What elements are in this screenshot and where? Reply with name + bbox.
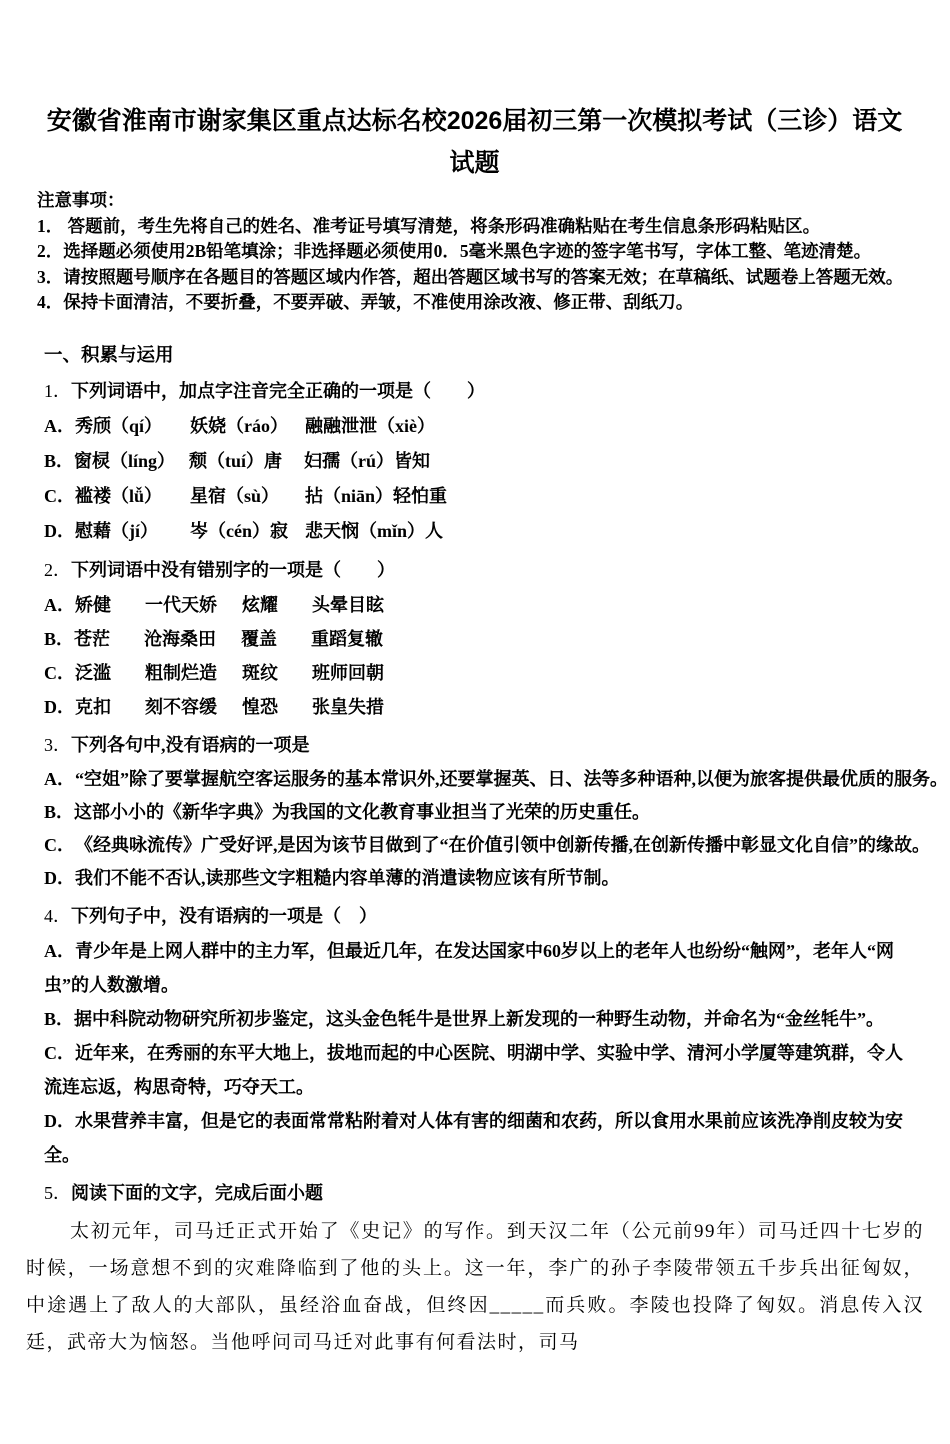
option-text: 青少年是上网人群中的主力军，但最近几年，在发达国家中60岁以上的老年人也纷纷“触网”，老年人“网虫”的人数激增。	[44, 940, 894, 995]
option-a	[44, 409, 905, 444]
option-part: 秀颀（qí）	[75, 415, 163, 436]
question-5	[26, 1180, 924, 1361]
option-part: 张皇失措	[312, 696, 384, 717]
option-part: 悲天悯（mǐn）人	[305, 520, 444, 541]
option-label: B．	[44, 801, 75, 822]
option-label: B．	[44, 450, 75, 471]
option-part: 岑（cén）寂	[190, 520, 288, 541]
option-part: 班师回朝	[312, 662, 384, 683]
question-4	[44, 903, 905, 1172]
option-text: 《经典咏流传》广受好评,是因为该节目做到了“在价值引领中创新传播,在创新传播中彰显文化自信”的缘故。	[75, 834, 930, 855]
option-a	[44, 934, 905, 1002]
option-text: 这部小小的《新华字典》为我国的文化教育事业担当了光荣的历史重任。	[74, 801, 651, 822]
option-part: 一代天娇	[145, 594, 217, 615]
question-number: 3．	[44, 734, 71, 755]
option-part: 斑纹	[242, 662, 278, 683]
option-part: 慰藉（jí）	[75, 520, 158, 541]
option-part: 矫健	[75, 594, 111, 615]
question-4-options	[44, 934, 905, 1172]
option-part: 颓（tuí）唐	[189, 450, 283, 471]
option-label: C．	[44, 485, 75, 506]
option-label: D．	[44, 867, 75, 888]
notice-item-4: 4．保持卡面清洁，不要折叠，不要弄破、弄皱，不准使用涂改液、修正带、刮纸刀。	[37, 292, 694, 312]
option-label: D．	[44, 1110, 75, 1131]
option-part: 克扣	[75, 696, 111, 717]
question-number: 5．	[44, 1182, 71, 1203]
page-title: 安徽省淮南市谢家集区重点达标名校2026届初三第一次模拟考试（三诊）语文试题	[46, 107, 903, 177]
option-part: 泛滥	[75, 662, 111, 683]
option-part: 刻不容缓	[145, 696, 217, 717]
question-number: 1．	[44, 380, 71, 401]
question-1-stem	[44, 378, 905, 405]
option-part: 妖娆（ráo）	[190, 415, 288, 436]
option-label: D．	[44, 696, 75, 717]
question-number: 4．	[44, 905, 71, 926]
question-2	[44, 557, 905, 724]
question-4-stem	[44, 903, 905, 930]
question-3	[44, 732, 948, 895]
question-1	[44, 378, 905, 549]
option-label: A．	[44, 940, 75, 961]
option-part: 粗制烂造	[145, 662, 217, 683]
option-c	[44, 1036, 905, 1104]
option-a	[44, 588, 905, 622]
option-label: D．	[44, 520, 75, 541]
notice-item-1: 1． 答题前，考生先将自己的姓名、准考证号填写清楚，将条形码准确粘贴在考生信息条形码粘贴区。	[37, 215, 821, 236]
option-a	[44, 763, 948, 796]
option-b	[44, 1002, 905, 1036]
option-d	[44, 514, 905, 549]
option-c	[44, 829, 930, 862]
question-text: 下列词语中，加点字注音完全正确的一项是（ ）	[71, 380, 485, 401]
option-label: A．	[44, 768, 75, 789]
option-label: A．	[44, 594, 75, 615]
option-part: 重蹈复辙	[311, 628, 384, 649]
notice-item-2: 2．选择题必须使用2B铅笔填涂；非选择题必须使用0．5毫米黑色字迹的签字笔书写，字体工整、笔迹清楚。	[37, 241, 872, 261]
question-1-options	[44, 409, 905, 549]
option-part: 窗棂（líng）	[74, 450, 176, 471]
question-5-stem	[44, 1180, 905, 1207]
option-label: A．	[44, 415, 75, 436]
option-b	[44, 444, 905, 479]
option-part: 炫耀	[242, 594, 278, 615]
option-text: 近年来，在秀丽的东平大地上，拔地而起的中心医院、明湖中学、实验中学、清河小学厦等建筑群，令人流连忘返，构思奇特，巧夺天工。	[44, 1042, 903, 1097]
section-heading: 一、积累与运用	[44, 345, 174, 366]
question-2-stem	[44, 557, 905, 584]
option-c	[44, 479, 905, 514]
question-text: 下列句子中，没有语病的一项是（ ）	[71, 905, 377, 926]
notice-heading: 注意事项：	[37, 190, 125, 210]
option-d	[44, 1104, 905, 1172]
option-label: C．	[44, 662, 75, 683]
option-part: 沧海桑田	[144, 628, 217, 649]
question-number: 2．	[44, 559, 71, 580]
option-text: “空姐”除了要掌握航空客运服务的基本常识外,还要掌握英、日、法等多种语种,以便为旅客提供最优质的服务。	[75, 768, 948, 789]
question-text: 下列各句中,没有语病的一项是	[71, 734, 310, 755]
option-text: 据中科院动物研究所初步鉴定，这头金色牦牛是世界上新发现的一种野生动物，并命名为“金丝牦牛”。	[74, 1008, 885, 1029]
option-part: 褴褛（lǚ）	[75, 485, 163, 506]
option-part: 覆盖	[241, 628, 278, 649]
option-b	[44, 796, 905, 829]
question-text: 下列词语中没有错别字的一项是（ ）	[71, 559, 395, 580]
option-part: 星宿（sù）	[190, 485, 280, 506]
reading-passage: 太初元年，司马迁正式开始了《史记》的写作。到天汉二年（公元前99年）司马迁四十七岁的时候，一场意想不到的灾难降临到了他的头上。这一年，李广的孙子李陵带领五千步兵出征匈奴，中途遇上了敌人的大部队，虽经浴血奋战，但终因_____而兵败。李陵也投降了匈奴。消息传入汉廷，武帝大为恼怒。当他呼问司马迁对此事有何看法时，司马	[26, 1220, 924, 1353]
option-d	[44, 690, 905, 724]
option-b	[44, 622, 905, 656]
option-label: B．	[44, 628, 75, 649]
notice-section	[37, 188, 905, 316]
option-label: B．	[44, 1008, 75, 1029]
option-part: 妇孺（rú）皆知	[304, 450, 431, 471]
question-text: 阅读下面的文字，完成后面小题	[71, 1182, 323, 1203]
option-text: 我们不能不否认,读那些文字粗糙内容单薄的消遣读物应该有所节制。	[75, 867, 620, 888]
question-3-options	[44, 763, 948, 895]
option-c	[44, 656, 905, 690]
option-label: C．	[44, 1042, 75, 1063]
option-part: 苍茫	[74, 628, 111, 649]
option-d	[44, 862, 905, 895]
option-part: 融融泄泄（xiè）	[305, 415, 435, 436]
option-part: 拈（niān）轻怕重	[305, 485, 448, 506]
option-text: 水果营养丰富，但是它的表面常常粘附着对人体有害的细菌和农药，所以食用水果前应该洗净削皮较为安全。	[44, 1110, 903, 1165]
exam-paper	[0, 100, 950, 1361]
question-2-options	[44, 588, 905, 724]
question-3-stem	[44, 732, 905, 759]
option-part: 头晕目眩	[312, 594, 384, 615]
option-part: 惶恐	[242, 696, 278, 717]
notice-item-3: 3．请按照题号顺序在各题目的答题区域内作答，超出答题区域书写的答案无效；在草稿纸、试题卷上答题无效。	[37, 266, 904, 287]
option-label: C．	[44, 834, 75, 855]
